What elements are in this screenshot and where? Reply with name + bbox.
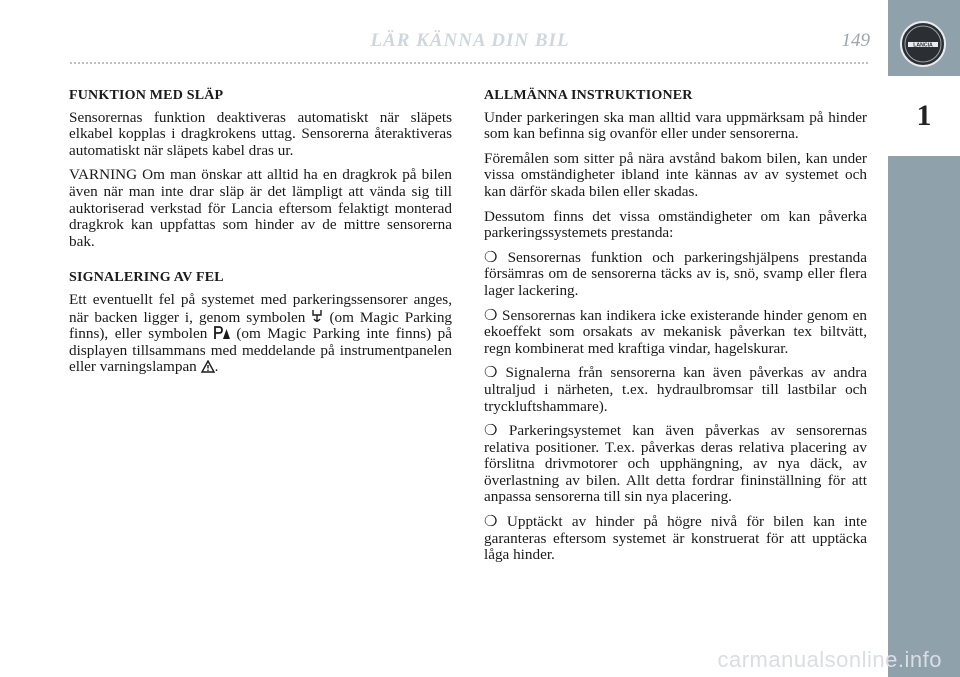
paragraph-trailer-deactivation: Sensorernas funktion deaktiveras automatiskt när släpets elkabel kopplas i dragkrokens uttag. Sensorerna återaktiveras automatiskt när släpets kabel dras ur. bbox=[69, 108, 452, 159]
list-item bbox=[484, 308, 867, 358]
header-rule bbox=[70, 62, 868, 64]
bullet-icon: ❍ bbox=[484, 248, 498, 266]
bullet-icon: ❍ bbox=[484, 513, 498, 531]
chapter-box bbox=[888, 76, 960, 156]
lancia-logo-icon bbox=[899, 20, 947, 68]
list-item bbox=[484, 250, 867, 300]
fault-text-part-2: (om Magic Parking finns), eller symbolen bbox=[69, 308, 453, 343]
heading-fault-signal: SIGNALERING AV FEL bbox=[69, 270, 224, 286]
watermark: carmanualsonline.info bbox=[717, 647, 942, 672]
right-column bbox=[484, 88, 867, 572]
bullet-icon: ❍ bbox=[484, 306, 498, 324]
fault-text-part-1: Ett eventuellt fel på systemet med parkeringssensorer anges, när backen ligger i, genom symbolen bbox=[69, 290, 452, 326]
side-tab bbox=[888, 0, 960, 677]
page-number: 149 bbox=[841, 30, 870, 51]
list-item-text: Sensorernas kan indikera icke existerande hinder genom en ekoeffekt som orsakats av mekanisk påverkan tex biltvätt, regn kombinerat med kraftiga vindar, hagelskurar. bbox=[484, 306, 867, 357]
paragraph-attention: Under parkeringen ska man alltid vara uppmärksam på hinder som kan befinna sig ovanför eller under sensorerna. bbox=[484, 108, 867, 143]
paragraph-warning-towbar: VARNING Om man önskar att alltid ha en dragkrok på bilen även när man inte drar släp är det lämpligt att vända sig till auktoriserad verkstad för Lancia eftersom felaktigt monterad dragkrok kan uppfattas som hinder av de mittre sensorerna bak. bbox=[69, 166, 452, 250]
magic-parking-icon bbox=[311, 309, 323, 324]
list-item-text: Parkeringsystemet kan även påverkas av sensorernas relativa positioner. T.ex. påverkas deras relativa placering av förslitna drivmotorer och upphängning, av nya däck, av överlastning av bilen. Allt detta fordrar fininställning för att anpassa sensorerna till sin nya placering. bbox=[484, 422, 868, 506]
warning-triangle-icon bbox=[201, 360, 215, 373]
page-header bbox=[70, 30, 870, 60]
list-item-text: Upptäckt av hinder på högre nivå för bilen kan inte garanteras eftersom systemet är konstruerat för att upptäcka låga hinder. bbox=[484, 513, 867, 564]
heading-general-instructions: ALLMÄNNA INSTRUKTIONER bbox=[484, 88, 693, 103]
chapter-number: 1 bbox=[916, 99, 932, 132]
bullet-icon: ❍ bbox=[484, 422, 498, 440]
paragraph-fault-signal bbox=[69, 292, 452, 376]
left-column bbox=[69, 88, 452, 384]
list-item-text: Sensorernas funktion och parkeringshjälpens prestanda försämras om de sensorerna täcks av is, snö, svamp eller flera lager lackering. bbox=[484, 248, 867, 299]
running-title: LÄR KÄNNA DIN BIL bbox=[370, 30, 570, 51]
park-sensor-icon bbox=[214, 326, 230, 340]
heading-trailer-function: FUNKTION MED SLÄP bbox=[69, 88, 224, 103]
list-item-text: Signalerna från sensorerna kan även påverkas av andra ultraljud i närheten, t.ex. hydraulbromsar till lastbilar och tryckluftshammare). bbox=[484, 364, 868, 415]
fault-text-part-4: . bbox=[214, 358, 219, 376]
list-item bbox=[484, 514, 867, 564]
list-item bbox=[484, 365, 867, 415]
paragraph-circumstances: Dessutom finns det vissa omständigheter om kan påverka parkeringssystemets prestanda: bbox=[484, 207, 867, 242]
paragraph-close-objects: Föremålen som sitter på nära avstånd bakom bilen, kan under vissa omständigheter ibland inte kännas av av systemet och kan därför skada bilen eller skadas. bbox=[484, 149, 867, 200]
bullet-icon: ❍ bbox=[484, 364, 498, 382]
list-item bbox=[484, 423, 867, 506]
fault-text-part-3: (om Magic Parking inte finns) på displayen tillsammans med meddelande på instrumentpanelen eller varningslampan bbox=[69, 325, 453, 376]
logo-text: LANCIA bbox=[913, 42, 933, 49]
